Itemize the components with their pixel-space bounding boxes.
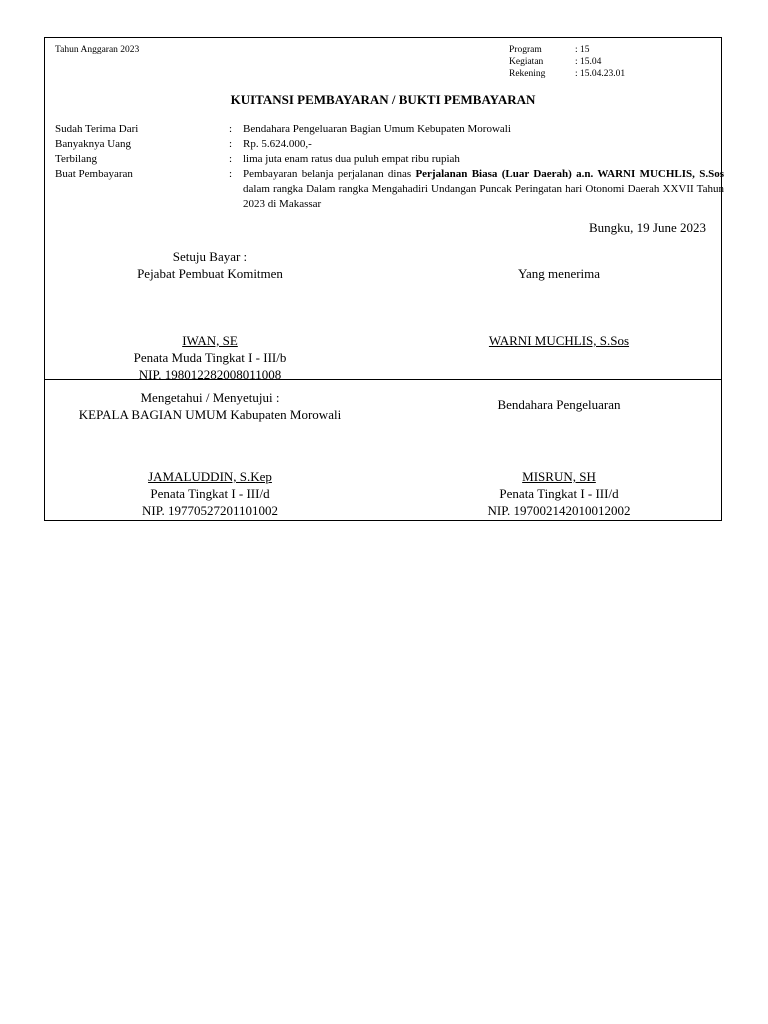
meta-key: Kegiatan: [509, 57, 544, 67]
sig-name: WARNI MUCHLIS, S.Sos: [488, 333, 630, 348]
sig-nip: NIP. 19770527201101002: [141, 503, 279, 518]
account-meta: [509, 44, 625, 80]
section-divider: [45, 379, 721, 380]
signature-ppk: [45, 248, 375, 383]
field-colon: :: [229, 123, 233, 135]
payment-purpose-bold: Perjalanan Biasa (Luar Daerah) a.n. WARNI MUCHLIS, S.Sos: [415, 168, 725, 180]
meta-key: Program: [509, 45, 542, 55]
field-value: [243, 167, 724, 212]
sig-name: MISRUN, SH: [522, 469, 596, 484]
meta-row-kegiatan: [509, 56, 625, 68]
field-value: lima juta enam ratus dua puluh empat ribu rupiah: [243, 153, 460, 165]
sig-role: Bendahara Pengeluaran: [497, 397, 621, 412]
sig-caption: Mengetahui / Menyetujui :: [140, 390, 280, 405]
field-label: Sudah Terima Dari: [55, 123, 139, 135]
sig-role: KEPALA BAGIAN UMUM Kabupaten Morowali: [78, 407, 342, 422]
signature-bendahara: [395, 396, 723, 519]
sig-role: Yang menerima: [517, 266, 601, 281]
meta-row-rekening: [509, 68, 625, 80]
meta-key: Rekening: [509, 69, 546, 79]
meta-value: : 15.04.23.01: [575, 69, 626, 79]
sig-nip: NIP. 197002142010012002: [487, 503, 631, 518]
payment-purpose-suffix: dalam rangka Dalam rangka Mengahadiri Undangan Puncak Peringatan hari Otonomi Daerah XXVII Tahun 2023 di Makassar: [243, 183, 724, 210]
meta-value: : 15: [575, 45, 590, 55]
field-label: Terbilang: [55, 153, 97, 165]
field-value: Rp. 5.624.000,-: [243, 138, 312, 150]
document-title: KUITANSI PEMBAYARAN / BUKTI PEMBAYARAN: [230, 92, 536, 107]
signature-kepala: [45, 389, 375, 519]
signature-penerima: [395, 265, 723, 349]
field-colon: :: [229, 153, 233, 165]
sig-name: IWAN, SE: [182, 333, 238, 348]
place-date: Bungku, 19 June 2023: [589, 220, 706, 235]
field-label: Buat Pembayaran: [55, 168, 133, 180]
field-colon: :: [229, 168, 233, 180]
meta-value: : 15.04: [575, 57, 602, 67]
sig-name: JAMALUDDIN, S.Kep: [148, 469, 272, 484]
budget-year: Tahun Anggaran 2023: [55, 45, 140, 55]
receipt-document: [44, 37, 725, 521]
meta-row-program: [509, 44, 625, 56]
sig-nip: NIP. 198012282008011008: [138, 367, 282, 382]
sig-rank: Penata Muda Tingkat I - III/b: [133, 350, 287, 365]
field-colon: :: [229, 138, 233, 150]
field-label: Banyaknya Uang: [55, 138, 132, 150]
sig-caption: Setuju Bayar :: [172, 249, 248, 264]
sig-role: Pejabat Pembuat Komitmen: [137, 266, 283, 281]
sig-rank: Penata Tingkat I - III/d: [150, 486, 270, 501]
sig-rank: Penata Tingkat I - III/d: [499, 486, 619, 501]
payment-purpose-prefix: Pembayaran belanja perjalanan dinas: [243, 168, 416, 180]
field-value: Bendahara Pengeluaran Bagian Umum Kebupaten Morowali: [243, 123, 511, 135]
